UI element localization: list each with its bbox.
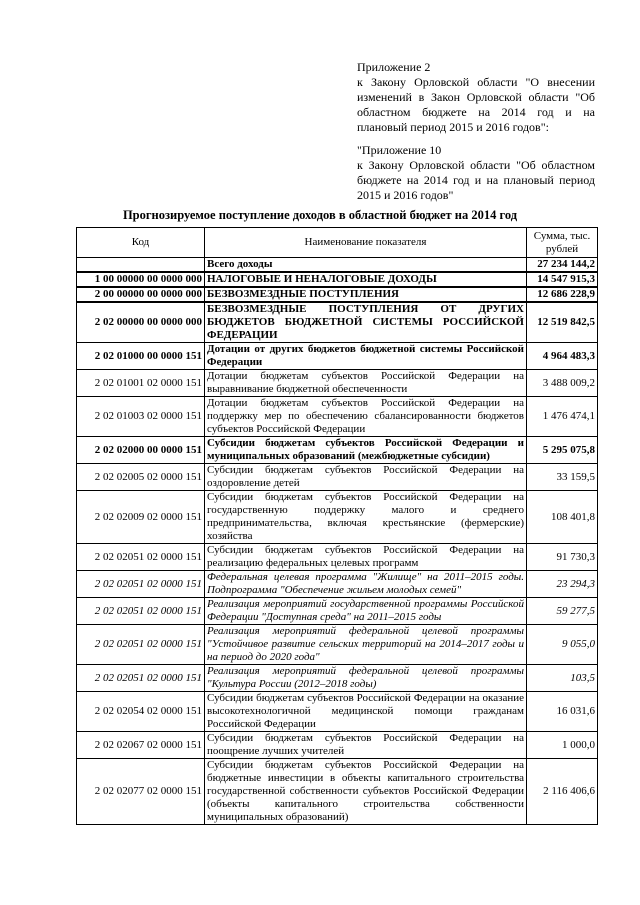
row-sum: 1 000,0 [527, 732, 598, 759]
row-name: Всего доходы [205, 258, 527, 273]
row-code: 2 02 02051 02 0000 151 [77, 665, 205, 692]
document-title: Прогнозируемое поступление доходов в областной бюджет на 2014 год [122, 208, 518, 222]
row-code: 2 02 01000 00 0000 151 [77, 343, 205, 370]
table-row [77, 302, 598, 343]
table-row [77, 692, 598, 732]
row-name: БЕЗВОЗМЕЗДНЫЕ ПОСТУПЛЕНИЯ ОТ ДРУГИХ БЮДЖЕТОВ БЮДЖЕТНОЙ СИСТЕМЫ РОССИЙСКОЙ ФЕДЕРАЦИИ [205, 302, 527, 343]
row-sum: 91 730,3 [527, 544, 598, 571]
annex-2-title: Приложение 2 [357, 60, 431, 74]
row-code [77, 258, 205, 273]
row-name: НАЛОГОВЫЕ И НЕНАЛОГОВЫЕ ДОХОДЫ [205, 272, 527, 287]
row-sum: 59 277,5 [527, 598, 598, 625]
row-name: Дотации от других бюджетов бюджетной системы Российской Федерации [205, 343, 527, 370]
row-name: Субсидии бюджетам субъектов Российской Федерации на оздоровление детей [205, 464, 527, 491]
row-name: Субсидии бюджетам субъектов Российской Федерации и муниципальных образований (межбюджетные субсидии) [205, 437, 527, 464]
row-code: 2 02 02051 02 0000 151 [77, 598, 205, 625]
row-code: 2 02 01001 02 0000 151 [77, 370, 205, 397]
table-row [77, 759, 598, 825]
table-row [77, 287, 598, 302]
row-name: Федеральная целевая программа "Жилище" на 2011–2015 годы. Подпрограмма "Обеспечение жильем молодых семей" [205, 571, 527, 598]
row-sum: 2 116 406,6 [527, 759, 598, 825]
table-row [77, 397, 598, 437]
row-code: 2 02 00000 00 0000 000 [77, 302, 205, 343]
row-code: 2 02 02051 02 0000 151 [77, 625, 205, 665]
row-name: Реализация мероприятий федеральной целевой программы "Устойчивое развитие сельских территорий на 2014–2017 годы и на период до 2020 года" [205, 625, 527, 665]
table-row [77, 665, 598, 692]
row-code: 2 02 02051 02 0000 151 [77, 544, 205, 571]
row-sum: 33 159,5 [527, 464, 598, 491]
table-row [77, 272, 598, 287]
annex-2-header [357, 60, 595, 135]
row-name: Субсидии бюджетам субъектов Российской Федерации на реализацию федеральных целевых программ [205, 544, 527, 571]
row-code: 2 02 02000 00 0000 151 [77, 437, 205, 464]
row-sum: 27 234 144,2 [527, 258, 598, 273]
row-name: БЕЗВОЗМЕЗДНЫЕ ПОСТУПЛЕНИЯ [205, 287, 527, 302]
table-row [77, 437, 598, 464]
row-code: 2 02 02067 02 0000 151 [77, 732, 205, 759]
row-name: Дотации бюджетам субъектов Российской Федерации на поддержку мер по обеспечению сбалансированности бюджетов субъектов Российской Федерации [205, 397, 527, 437]
row-sum: 5 295 075,8 [527, 437, 598, 464]
table-row [77, 598, 598, 625]
row-sum: 12 519 842,5 [527, 302, 598, 343]
row-code: 2 02 01003 02 0000 151 [77, 397, 205, 437]
row-code: 2 02 02054 02 0000 151 [77, 692, 205, 732]
row-code: 2 02 02009 02 0000 151 [77, 491, 205, 544]
header-sum: Сумма, тыс. рублей [527, 228, 598, 258]
table-row [77, 571, 598, 598]
row-name: Субсидии бюджетам субъектов Российской Федерации на бюджетные инвестиции в объекты капитального строительства государственной собственности субъектов Российской Федерации (объекты капитального строительства собственности муниципальных образований) [205, 759, 527, 825]
row-code: 2 02 02005 02 0000 151 [77, 464, 205, 491]
row-code: 2 02 02077 02 0000 151 [77, 759, 205, 825]
row-sum: 9 055,0 [527, 625, 598, 665]
table-row [77, 491, 598, 544]
row-sum: 23 294,3 [527, 571, 598, 598]
row-sum: 108 401,8 [527, 491, 598, 544]
row-code: 2 00 00000 00 0000 000 [77, 287, 205, 302]
row-name: Реализация мероприятий федеральной целевой программы "Культура России (2012–2018 годы) [205, 665, 527, 692]
row-sum: 14 547 915,3 [527, 272, 598, 287]
row-name: Субсидии бюджетам субъектов Российской Федерации на оказание высокотехнологичной медицинской помощи гражданам Российской Федерации [205, 692, 527, 732]
revenue-table [76, 227, 598, 825]
row-sum: 4 964 483,3 [527, 343, 598, 370]
table-row [77, 343, 598, 370]
table-row [77, 370, 598, 397]
header-name: Наименование показателя [205, 228, 527, 258]
row-sum: 3 488 009,2 [527, 370, 598, 397]
annex-10-header [357, 143, 595, 203]
table-header-row [77, 228, 598, 258]
table-row [77, 732, 598, 759]
table-row [77, 258, 598, 273]
table-row [77, 625, 598, 665]
row-name: Дотации бюджетам субъектов Российской Федерации на выравнивание бюджетной обеспеченности [205, 370, 527, 397]
annex-2-text: к Закону Орловской области "О внесении изменений в Закон Орловской области "Об областном бюджете на 2014 год и на плановый период 2015 и 2016 годов": [357, 75, 595, 134]
row-sum: 1 476 474,1 [527, 397, 598, 437]
row-sum: 16 031,6 [527, 692, 598, 732]
row-name: Субсидии бюджетам субъектов Российской Федерации на государственную поддержку малого и среднего предпринимательства, включая крестьянские (фермерские) хозяйства [205, 491, 527, 544]
row-name: Субсидии бюджетам субъектов Российской Федерации на поощрение лучших учителей [205, 732, 527, 759]
table-row [77, 544, 598, 571]
row-name: Реализация мероприятий государственной программы Российской Федерации "Доступная среда" на 2011–2015 годы [205, 598, 527, 625]
annex-10-text: к Закону Орловской области "Об областном бюджете на 2014 год и на плановый период 2015 и 2016 годов" [357, 158, 595, 202]
row-sum: 12 686 228,9 [527, 287, 598, 302]
row-code: 2 02 02051 02 0000 151 [77, 571, 205, 598]
table-row [77, 464, 598, 491]
header-code: Код [77, 228, 205, 258]
table-body [77, 258, 598, 825]
annex-10-title: "Приложение 10 [357, 143, 442, 157]
row-code: 1 00 00000 00 0000 000 [77, 272, 205, 287]
row-sum: 103,5 [527, 665, 598, 692]
